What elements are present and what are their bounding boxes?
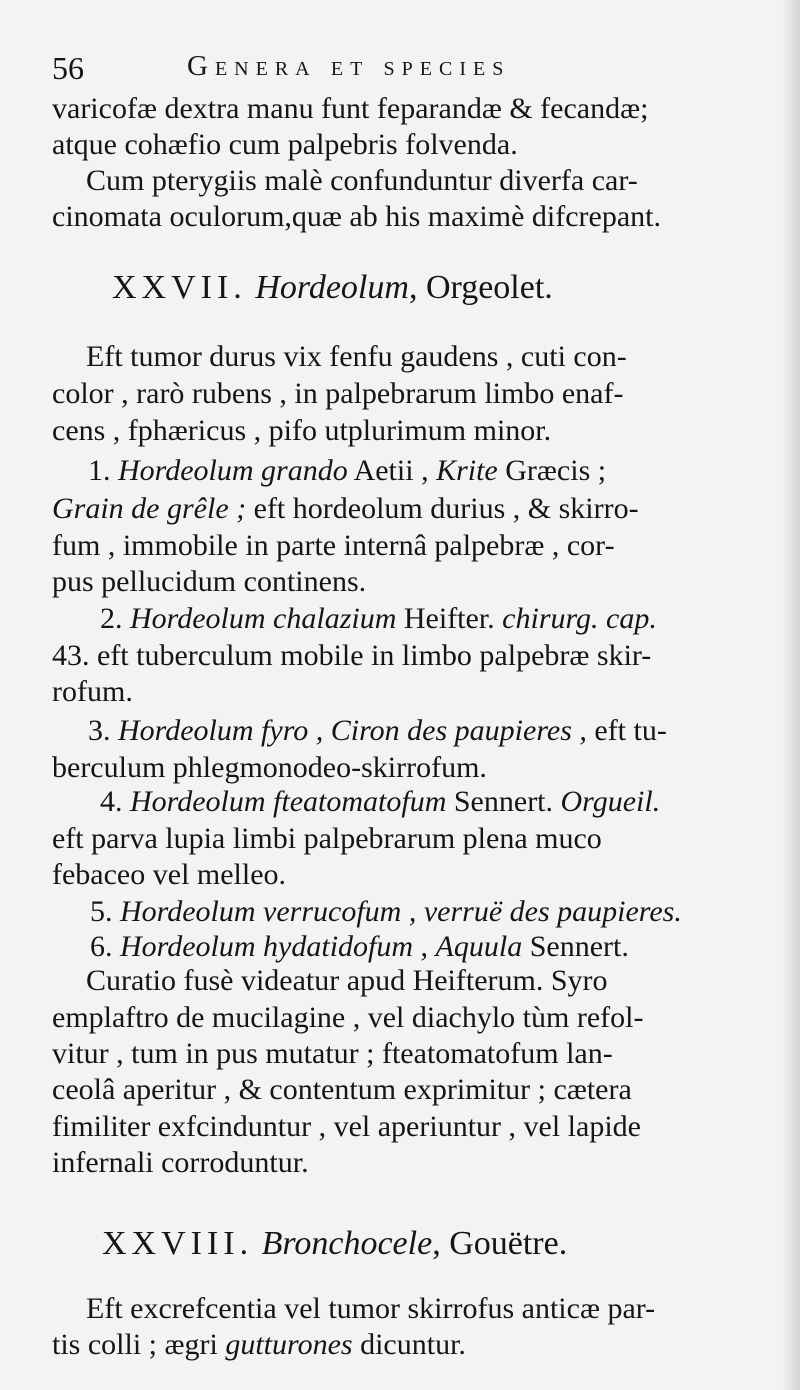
page-number: 56: [52, 50, 84, 86]
cure-line: vitur , tum in pus mutatur ; fteatomatofum lan-: [52, 1037, 613, 1070]
section-numeral: XXVIII.: [102, 1225, 254, 1262]
cure-line: emplaftro de mucilagine , vel diachylo tùm refol-: [52, 1001, 644, 1034]
species-number: 5.: [90, 895, 113, 928]
species-author: Heifter.: [403, 602, 495, 635]
species-author: Sennert.: [453, 785, 554, 818]
text-line: atque cohæfio cum palpebris folvenda.: [52, 128, 518, 161]
section-latin-name: Bronchocele: [261, 1225, 433, 1262]
cure-line: fimiliter exfcinduntur , vel aperiuntur , vel lapide: [52, 1110, 641, 1143]
italic-term: gutturones: [225, 1328, 353, 1361]
heading-comma: ,: [408, 269, 418, 306]
species-french-name: verruë des paupieres.: [423, 895, 682, 928]
text-fragment: tis colli ; ægri: [52, 1328, 218, 1361]
species-line: rofum.: [52, 675, 133, 708]
species-entry-5: [90, 893, 682, 931]
species-text: eft hordeolum durius , & skirro-: [253, 492, 639, 525]
species-number: 6.: [90, 930, 113, 963]
text-line: Cum pterygiis malè confunduntur diverfa car-: [86, 164, 638, 197]
species-line: [52, 490, 639, 528]
cure-line: ceolâ aperitur , & contentum exprimitur ; cætera: [52, 1073, 632, 1106]
species-greek-name: Krite: [436, 454, 498, 487]
species-line: febaceo vel melleo.: [52, 858, 287, 891]
text-line: varicofæ dextra manu funt feparandæ & fecandæ;: [52, 92, 649, 125]
species-entry-6: [90, 928, 629, 966]
species-entry-1: [88, 452, 606, 490]
species-line: pus pellucidum continens.: [52, 565, 367, 598]
description-line: Eft excrefcentia vel tumor skirrofus anticæ par-: [86, 1292, 656, 1325]
species-name: Hordeolum fteatomatofum: [130, 785, 447, 818]
heading-comma: ,: [432, 1225, 441, 1262]
section-numeral: XXVII.: [112, 269, 247, 306]
cure-line: Curatio fusè videatur apud Heifterum. Syro: [86, 964, 608, 997]
description-line: color , rarò rubens , in palpebrarum limbo enaf-: [52, 377, 624, 410]
species-author: Sennert.: [529, 930, 629, 963]
species-line: berculum phlegmonodeo-skirrofum.: [52, 751, 487, 784]
species-number: 1.: [88, 454, 111, 487]
species-name: Hordeolum verrucofum ,: [120, 895, 417, 928]
species-alt-name: Aquula: [435, 930, 523, 963]
species-lang: Græcis ;: [505, 454, 607, 487]
section-french-name: Orgeolet.: [425, 269, 553, 306]
section-heading-28: [102, 1222, 567, 1266]
species-number: 2.: [100, 602, 123, 635]
species-entry-3: [88, 712, 667, 750]
species-line: fum , immobile in parte internâ palpebræ , cor-: [52, 529, 615, 562]
running-title: Genera et species: [187, 50, 511, 82]
species-line: eft parva lupia limbi palpebrarum plena muco: [52, 822, 602, 855]
species-author: Aetii ,: [353, 454, 429, 487]
section-french-name: Gouëtre.: [449, 1225, 568, 1262]
species-entry-4: [100, 783, 660, 821]
species-number: 3.: [88, 714, 111, 747]
species-reference: chirurg. cap.: [502, 602, 657, 635]
text-line: cinomata oculorum,quæ ab his maximè difcrepant.: [52, 200, 661, 233]
cure-line: infernali corroduntur.: [52, 1146, 309, 1179]
section-latin-name: Hordeolum: [255, 269, 409, 306]
species-text: eft tu-: [594, 714, 667, 747]
species-number: 4.: [100, 785, 123, 818]
description-line: Eft tumor durus vix fenfu gaudens , cuti con-: [86, 340, 627, 373]
species-french-name: Orgueil.: [560, 785, 661, 818]
species-name: Hordeolum fyro ,: [118, 714, 324, 747]
description-line: cens , fphæricus , pifo utplurimum minor.: [52, 414, 552, 447]
species-name: Hordeolum chalazium: [130, 602, 397, 635]
species-line: 43. eft tuberculum mobile in limbo palpebræ skir-: [52, 639, 652, 672]
text-fragment: dicuntur.: [360, 1328, 466, 1361]
species-french-name: Ciron des paupieres ,: [330, 714, 587, 747]
description-line: [52, 1326, 466, 1364]
page-header: [52, 50, 752, 90]
species-name: Hordeolum grando: [118, 454, 348, 487]
species-name: Hordeolum hydatidofum ,: [120, 930, 429, 963]
species-entry-2: [100, 600, 657, 638]
section-heading-27: [112, 266, 553, 310]
species-french-name: Grain de grêle ;: [52, 492, 247, 525]
